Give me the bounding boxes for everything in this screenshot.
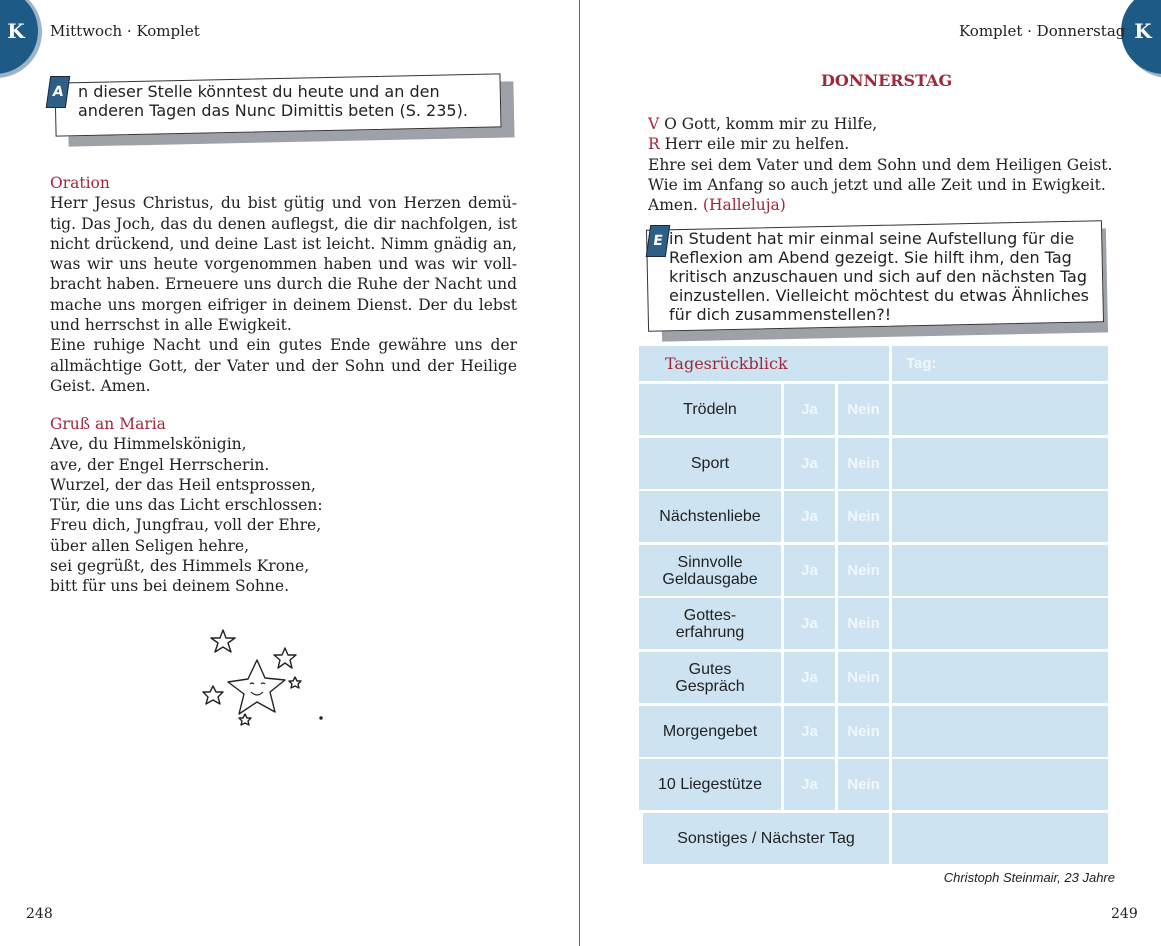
table-title: Tagesrückblick: [639, 346, 889, 381]
smiling-star-icon: [228, 660, 285, 714]
note-text: [78, 82, 498, 120]
credit: Christoph Steinmair, 23 Jahre: [943, 870, 1115, 885]
review-table: [639, 346, 1111, 864]
note-line: n dieser Stelle könntest du heute und an den: [78, 82, 440, 101]
oration-line: und herrschst in alle Ewigkeit.: [50, 316, 292, 335]
page-number: 248: [26, 906, 53, 922]
row-label: [639, 706, 781, 757]
row-entry[interactable]: [892, 598, 1108, 649]
small-star-icon: [239, 714, 251, 725]
row-entry[interactable]: [892, 545, 1108, 596]
no-checkbox[interactable]: Nein: [838, 438, 889, 489]
note-line: Reflexion am Abend gezeigt. Sie hilft ihm, den Tag: [669, 248, 1072, 267]
alleluia-text: (Halleluja): [702, 196, 786, 215]
row-label-line: Geldausgabe: [662, 570, 758, 588]
yes-checkbox[interactable]: Ja: [784, 545, 835, 596]
oration-line: Herr Jesus Christus, du bist gütig und von Herzen demü-: [50, 194, 517, 213]
no-checkbox[interactable]: Nein: [838, 491, 889, 542]
amen-line: [648, 195, 1128, 215]
v-mark: V: [648, 115, 660, 133]
row-entry[interactable]: [892, 759, 1108, 810]
page-number: 249: [1111, 906, 1138, 922]
doxology-line: Ehre sei dem Vater und dem Sohn und dem Heiligen Geist.: [648, 155, 1113, 174]
small-star-icon: [211, 630, 235, 652]
day-field[interactable]: Tag:: [892, 346, 1108, 381]
row-label-line: erfahrung: [675, 623, 745, 641]
row-entry[interactable]: [892, 491, 1108, 542]
chapter-tab: [0, 0, 38, 74]
note-line: in Student hat mir einmal seine Aufstellung für die: [669, 229, 1075, 248]
row-label-line: Gutes: [688, 660, 732, 678]
row-label: [639, 491, 781, 542]
no-checkbox[interactable]: Nein: [838, 652, 889, 703]
row-entry[interactable]: [892, 438, 1108, 489]
versicle-block: [648, 114, 1128, 215]
note-text: [669, 229, 1099, 324]
small-star-icon: [289, 677, 301, 688]
row-label: [639, 652, 781, 703]
last-row-label: Sonstiges / Nächster Tag: [643, 813, 889, 864]
yes-checkbox[interactable]: Ja: [784, 384, 835, 435]
row-entry[interactable]: [892, 706, 1108, 757]
note-initial: A: [46, 76, 70, 108]
gruss-heading: Gruß an Maria: [50, 415, 166, 433]
gruss-line: Ave, du Himmelskönigin,: [50, 435, 247, 454]
note-line: für dich zusammenstellen?!: [669, 305, 892, 324]
gruss-line: ave, der Engel Herrscherin.: [50, 455, 270, 474]
oration-section: [50, 173, 517, 396]
row-label-line: 10 Liegestütze: [657, 776, 763, 793]
row-label-line: Morgengebet: [662, 723, 758, 740]
gruss-line: Freu dich, Jungfrau, voll der Ehre,: [50, 516, 322, 535]
note-line: kritisch anzuschauen und sich auf den nächsten Tag: [669, 267, 1088, 286]
oration-line: was wir uns heute vorgenommen haben und was wir voll-: [50, 255, 517, 274]
yes-checkbox[interactable]: Ja: [784, 759, 835, 810]
row-label: [639, 545, 781, 596]
left-page: [0, 0, 580, 946]
r-text: Herr eile mir zu helfen.: [664, 135, 850, 154]
oration-line: nicht drückend, und deine Last ist leicht. Nimm gnädig an,: [50, 234, 517, 253]
row-label: [639, 598, 781, 649]
row-label-line: Gespräch: [675, 677, 745, 695]
row-entry[interactable]: [892, 652, 1108, 703]
note-line: anderen Tagen das Nunc Dimittis beten (S. 235).: [78, 101, 468, 120]
yes-checkbox[interactable]: Ja: [784, 652, 835, 703]
running-head: Komplet · Donnerstag: [959, 22, 1126, 40]
chapter-tab-letter: K: [1134, 19, 1152, 43]
r-mark: R: [648, 135, 660, 154]
row-label: [639, 759, 781, 810]
note-initial: E: [646, 225, 670, 257]
chapter-tab: [1121, 0, 1161, 74]
row-label-line: Nächstenliebe: [659, 508, 761, 525]
yes-checkbox[interactable]: Ja: [784, 598, 835, 649]
row-label: [639, 384, 781, 435]
small-star-icon: [203, 686, 223, 704]
note-line: einzustellen. Vielleicht möchtest du etwas Ähnliches: [669, 286, 1089, 305]
oration-line: allmächtige Gott, der Vater und der Sohn und der Heilige: [50, 356, 517, 375]
response-line: [648, 134, 1128, 154]
right-page: [581, 0, 1161, 946]
row-label-line: Sport: [690, 455, 730, 472]
oration-heading: Oration: [50, 174, 110, 192]
oration-line: mache uns morgen eifriger in deinem Dienst. Der du lebst: [50, 295, 517, 314]
yes-checkbox[interactable]: Ja: [784, 491, 835, 542]
v-text: O Gott, komm mir zu Hilfe,: [664, 115, 878, 133]
versicle-line: [648, 114, 1128, 134]
oration-line: Eine ruhige Nacht und ein gutes Ende gewähre uns der: [50, 336, 517, 355]
gruss-section: [50, 414, 517, 597]
no-checkbox[interactable]: Nein: [838, 759, 889, 810]
row-label-line: Gottes-: [683, 606, 737, 624]
gruss-line: Wurzel, der das Heil entsprossen,: [50, 475, 316, 494]
row-entry[interactable]: [892, 384, 1108, 435]
last-row-entry[interactable]: [892, 813, 1108, 864]
yes-checkbox[interactable]: Ja: [784, 706, 835, 757]
doxology-line: Wie im Anfang so auch jetzt und alle Zeit und in Ewigkeit.: [648, 175, 1106, 194]
row-label-line: Sinnvolle: [677, 553, 743, 571]
gruss-line: sei gegrüßt, des Himmels Krone,: [50, 557, 310, 576]
row-label-line: Trödeln: [683, 401, 737, 418]
yes-checkbox[interactable]: Ja: [784, 438, 835, 489]
gruss-line: Tür, die uns das Licht erschlossen:: [50, 496, 323, 515]
oration-line: tig. Das Joch, das du denen auflegst, die dir nachfolgen, ist: [50, 214, 517, 233]
no-checkbox[interactable]: Nein: [838, 384, 889, 435]
small-star-icon: [274, 648, 296, 668]
no-checkbox[interactable]: Nein: [838, 598, 889, 649]
row-label: [639, 438, 781, 489]
gruss-line: über allen Seligen hehre,: [50, 536, 250, 555]
chapter-tab-letter: K: [7, 19, 25, 43]
amen-text: Amen.: [648, 196, 698, 215]
oration-line: bracht haben. Erneuere uns durch die Ruhe der Nacht und: [50, 275, 517, 294]
no-checkbox[interactable]: Nein: [838, 706, 889, 757]
oration-line: Geist. Amen.: [50, 376, 151, 395]
gruss-line: bitt für uns bei deinem Sohne.: [50, 577, 289, 596]
running-head: Mittwoch · Komplet: [50, 22, 200, 40]
section-title: DONNERSTAG: [821, 71, 953, 90]
stars-illustration: [195, 622, 335, 732]
no-checkbox[interactable]: Nein: [838, 545, 889, 596]
